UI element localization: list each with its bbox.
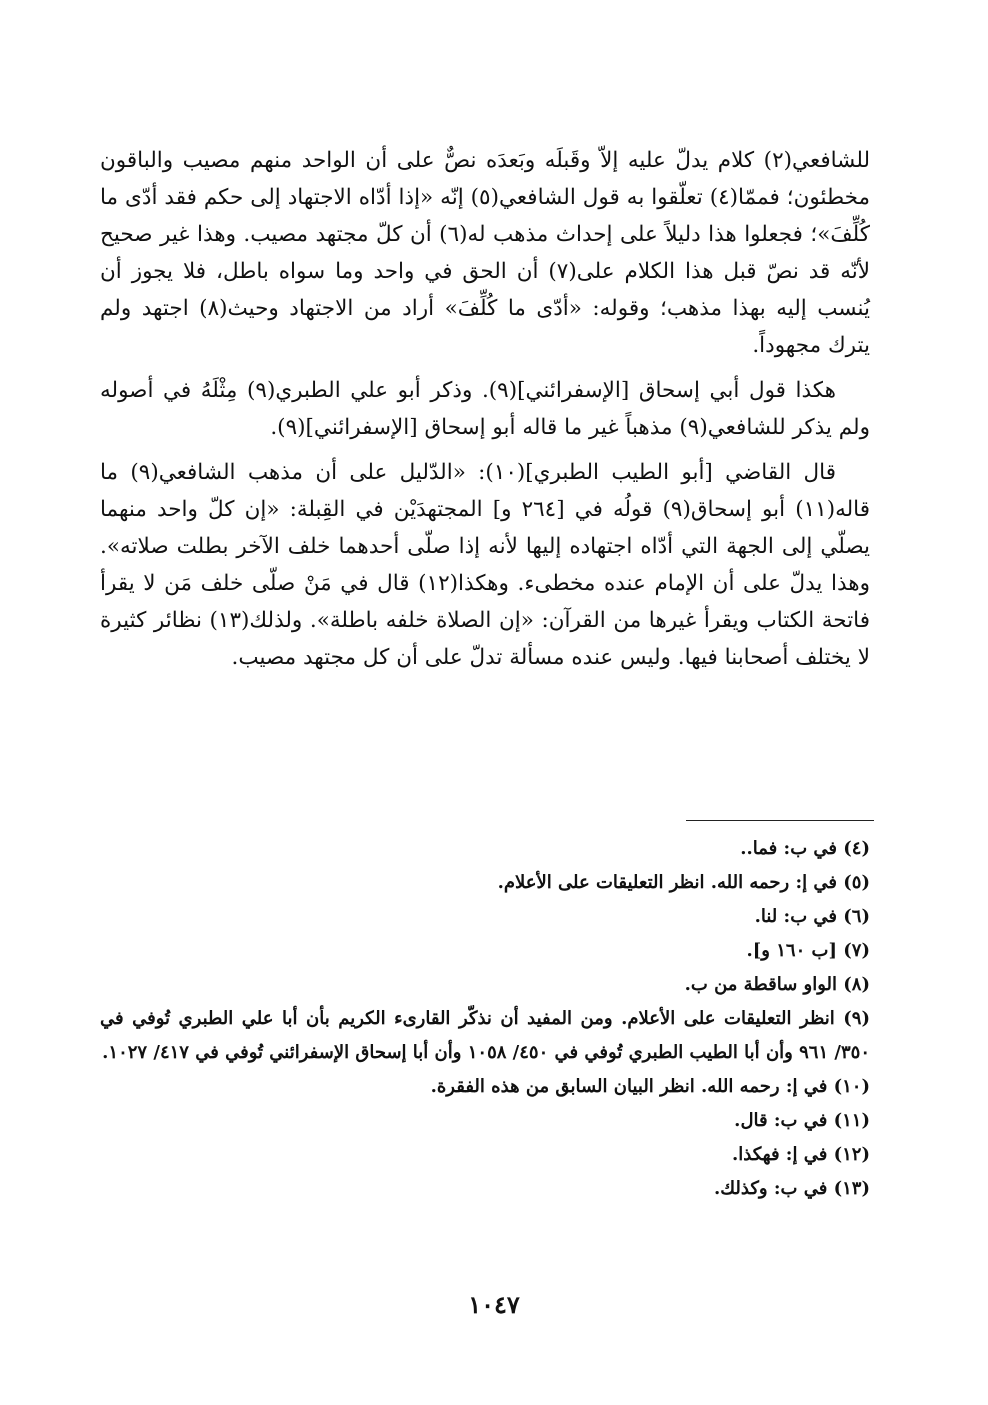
footnote-10: (١٠) في إ: رحمه الله. انظر البيان السابق من هذه الفقرة. <box>430 1076 870 1097</box>
footnote-4: (٤) في ب: فما.. <box>740 838 870 859</box>
footnote-7: (٧) [ب ١٦٠ و]. <box>746 940 870 961</box>
footnotes <box>100 832 870 1206</box>
footnote-divider <box>686 820 874 821</box>
paragraph-3: قال القاضي [أبو الطيب الطبري](١٠): «الدّليل على أن مذهب الشافعي(٩) ما قاله(١١) أبو إسحاق(٩) قولُه في [٢٦٤ و] المجتهدَيْن في القِبلة: «إن كلّ واحد منهما يصلّي إلى الجهة التي أدّاه اجتهاده إليها لأنه إذا صلّى أحدهما خلف الآخر بطلت صلاته». وهذا يدلّ على أن الإمام عنده مخطىء. وهكذا(١٢) قال في مَنْ صلّى خلف مَن لا يقرأ فاتحة الكتاب ويقرأ غيرها من القرآن: «إن الصلاة خلفه باطلة». ولذلك(١٣) نظائر كثيرة لا يختلف أصحابنا فيها. وليس عنده مسألة تدلّ على أن كل مجتهد مصيب. <box>100 460 871 670</box>
footnote-8: (٨) الواو ساقطة من ب. <box>684 974 870 995</box>
footnote-12: (١٢) في إ: فهكذا. <box>731 1144 870 1165</box>
main-text <box>100 142 870 684</box>
footnote-13: (١٣) في ب: وكذلك. <box>713 1178 870 1199</box>
page-number: ١٠٤٧ <box>468 1290 520 1319</box>
paragraph-1: للشافعي(٢) كلام يدلّ عليه إلاّ وقَبلَه وبَعدَه نصٌّ على أن الواحد منهم مصيب والباقون مخطئون؛ فممّا(٤) تعلّقوا به قول الشافعي(٥) إنّه «إذا أدّاه الاجتهاد إلى حكم فقد أدّى ما كُلِّفَ»؛ فجعلوا هذا دليلاً على إحداث مذهب له(٦) أن كلّ مجتهد مصيب. وهذا غير صحيح لأنّه قد نصّ قبل هذا الكلام على(٧) أن الحق في واحد وما سواه باطل، فلا يجوز أن يُنسب إليه بهذا مذهب؛ وقوله: «أدّى ما كُلِّفَ» أراد من الاجتهاد وحيث(٨) اجتهد ولم يترك مجهوداً. <box>100 148 870 358</box>
footnote-9: (٩) انظر التعليقات على الأعلام. ومن المفيد أن نذكّر القارىء الكريم بأن أبا علي الطبري تُوفي في ٣٥٠/ ٩٦١ وأن أبا الطيب الطبري تُوفي في ٤٥٠/ ١٠٥٨ وأن أبا إسحاق الإسفرائني تُوفي في ٤١٧/ ١٠٢٧. <box>100 1008 870 1063</box>
footnote-6: (٦) في ب: لنا. <box>754 906 870 927</box>
footnote-5: (٥) في إ: رحمه الله. انظر التعليقات على الأعلام. <box>497 872 870 893</box>
paragraph-2: هكذا قول أبي إسحاق [الإسفرائني](٩). وذكر أبو علي الطبري(٩) مِثْلَهُ في أصوله ولم يذكر للشافعي(٩) مذهباً غير ما قاله أبو إسحاق [الإسفرائني](٩). <box>100 378 870 440</box>
footnote-11: (١١) في ب: قال. <box>734 1110 870 1131</box>
